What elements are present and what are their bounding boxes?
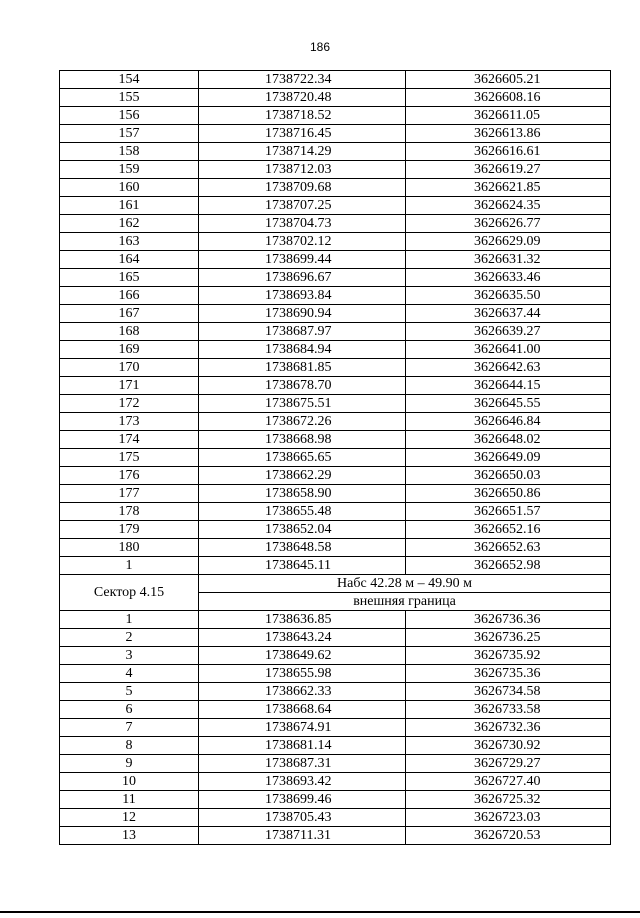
coord-y: 3626631.32 bbox=[406, 251, 611, 269]
coord-x: 1738655.98 bbox=[199, 665, 406, 683]
boundary-label: внешняя граница bbox=[199, 593, 611, 611]
point-number: 178 bbox=[60, 503, 199, 521]
point-number: 166 bbox=[60, 287, 199, 305]
point-number: 5 bbox=[60, 683, 199, 701]
sector-header bbox=[60, 575, 611, 611]
table-row bbox=[60, 701, 611, 719]
coord-x: 1738702.12 bbox=[199, 233, 406, 251]
point-number: 173 bbox=[60, 413, 199, 431]
coord-y: 3626727.40 bbox=[406, 773, 611, 791]
coord-x: 1738693.84 bbox=[199, 287, 406, 305]
height-range: Набс 42.28 м – 49.90 м bbox=[199, 575, 611, 593]
table-row bbox=[60, 305, 611, 323]
coord-x: 1738672.26 bbox=[199, 413, 406, 431]
point-number: 170 bbox=[60, 359, 199, 377]
coord-y: 3626648.02 bbox=[406, 431, 611, 449]
coord-x: 1738712.03 bbox=[199, 161, 406, 179]
point-number: 167 bbox=[60, 305, 199, 323]
point-number: 175 bbox=[60, 449, 199, 467]
coordinates-body-bottom bbox=[60, 611, 611, 845]
point-number: 169 bbox=[60, 341, 199, 359]
coord-y: 3626735.36 bbox=[406, 665, 611, 683]
coord-x: 1738681.85 bbox=[199, 359, 406, 377]
coord-x: 1738648.58 bbox=[199, 539, 406, 557]
coord-x: 1738645.11 bbox=[199, 557, 406, 575]
coord-x: 1738693.42 bbox=[199, 773, 406, 791]
coord-y: 3626645.55 bbox=[406, 395, 611, 413]
table-row bbox=[60, 413, 611, 431]
coord-x: 1738643.24 bbox=[199, 629, 406, 647]
point-number: 2 bbox=[60, 629, 199, 647]
coord-y: 3626650.03 bbox=[406, 467, 611, 485]
point-number: 160 bbox=[60, 179, 199, 197]
coord-y: 3626720.53 bbox=[406, 827, 611, 845]
point-number: 168 bbox=[60, 323, 199, 341]
point-number: 177 bbox=[60, 485, 199, 503]
table-row bbox=[60, 539, 611, 557]
coordinates-body-top bbox=[60, 71, 611, 575]
coord-x: 1738707.25 bbox=[199, 197, 406, 215]
coord-y: 3626735.92 bbox=[406, 647, 611, 665]
coord-y: 3626729.27 bbox=[406, 755, 611, 773]
table-row bbox=[60, 197, 611, 215]
table-row bbox=[60, 611, 611, 629]
coord-x: 1738652.04 bbox=[199, 521, 406, 539]
coord-x: 1738704.73 bbox=[199, 215, 406, 233]
coord-y: 3626736.25 bbox=[406, 629, 611, 647]
point-number: 171 bbox=[60, 377, 199, 395]
point-number: 172 bbox=[60, 395, 199, 413]
table-row bbox=[60, 791, 611, 809]
point-number: 156 bbox=[60, 107, 199, 125]
point-number: 163 bbox=[60, 233, 199, 251]
table-row bbox=[60, 359, 611, 377]
coord-y: 3626644.15 bbox=[406, 377, 611, 395]
table-row bbox=[60, 269, 611, 287]
point-number: 4 bbox=[60, 665, 199, 683]
coord-x: 1738668.98 bbox=[199, 431, 406, 449]
coord-x: 1738709.68 bbox=[199, 179, 406, 197]
coord-y: 3626633.46 bbox=[406, 269, 611, 287]
table-row bbox=[60, 557, 611, 575]
point-number: 162 bbox=[60, 215, 199, 233]
coord-y: 3626611.05 bbox=[406, 107, 611, 125]
coord-y: 3626621.85 bbox=[406, 179, 611, 197]
table-row bbox=[60, 395, 611, 413]
coord-x: 1738696.67 bbox=[199, 269, 406, 287]
coord-y: 3626629.09 bbox=[406, 233, 611, 251]
table-row bbox=[60, 485, 611, 503]
coord-x: 1738684.94 bbox=[199, 341, 406, 359]
table-row bbox=[60, 629, 611, 647]
table-row bbox=[60, 89, 611, 107]
coord-y: 3626651.57 bbox=[406, 503, 611, 521]
coord-x: 1738720.48 bbox=[199, 89, 406, 107]
table-row bbox=[60, 215, 611, 233]
coord-x: 1738690.94 bbox=[199, 305, 406, 323]
coord-y: 3626649.09 bbox=[406, 449, 611, 467]
point-number: 165 bbox=[60, 269, 199, 287]
point-number: 8 bbox=[60, 737, 199, 755]
coord-x: 1738722.34 bbox=[199, 71, 406, 89]
table-row bbox=[60, 251, 611, 269]
coord-y: 3626635.50 bbox=[406, 287, 611, 305]
point-number: 12 bbox=[60, 809, 199, 827]
point-number: 157 bbox=[60, 125, 199, 143]
coord-x: 1738662.29 bbox=[199, 467, 406, 485]
coord-y: 3626652.98 bbox=[406, 557, 611, 575]
coord-y: 3626639.27 bbox=[406, 323, 611, 341]
point-number: 176 bbox=[60, 467, 199, 485]
point-number: 1 bbox=[60, 611, 199, 629]
point-number: 159 bbox=[60, 161, 199, 179]
coord-x: 1738668.64 bbox=[199, 701, 406, 719]
table-row bbox=[60, 233, 611, 251]
point-number: 7 bbox=[60, 719, 199, 737]
coord-x: 1738687.31 bbox=[199, 755, 406, 773]
coord-y: 3626626.77 bbox=[406, 215, 611, 233]
table-row bbox=[60, 773, 611, 791]
coord-x: 1738662.33 bbox=[199, 683, 406, 701]
coord-y: 3626730.92 bbox=[406, 737, 611, 755]
point-number: 1 bbox=[60, 557, 199, 575]
point-number: 161 bbox=[60, 197, 199, 215]
table-row bbox=[60, 719, 611, 737]
page-number: 186 bbox=[309, 40, 331, 54]
coord-y: 3626608.16 bbox=[406, 89, 611, 107]
coord-y: 3626613.86 bbox=[406, 125, 611, 143]
coord-x: 1738681.14 bbox=[199, 737, 406, 755]
table-row bbox=[60, 683, 611, 701]
coord-x: 1738699.44 bbox=[199, 251, 406, 269]
coord-x: 1738674.91 bbox=[199, 719, 406, 737]
table-row bbox=[60, 161, 611, 179]
table-row bbox=[60, 665, 611, 683]
table-row bbox=[60, 341, 611, 359]
point-number: 180 bbox=[60, 539, 199, 557]
table-row bbox=[60, 521, 611, 539]
coord-y: 3626723.03 bbox=[406, 809, 611, 827]
coord-x: 1738718.52 bbox=[199, 107, 406, 125]
table-row bbox=[60, 467, 611, 485]
sector-header-row bbox=[60, 575, 611, 593]
table-row bbox=[60, 647, 611, 665]
table-row bbox=[60, 71, 611, 89]
coord-x: 1738687.97 bbox=[199, 323, 406, 341]
sector-label: Сектор 4.15 bbox=[60, 575, 199, 611]
coord-y: 3626605.21 bbox=[406, 71, 611, 89]
point-number: 179 bbox=[60, 521, 199, 539]
coord-x: 1738665.65 bbox=[199, 449, 406, 467]
point-number: 154 bbox=[60, 71, 199, 89]
point-number: 158 bbox=[60, 143, 199, 161]
coord-x: 1738649.62 bbox=[199, 647, 406, 665]
coord-y: 3626733.58 bbox=[406, 701, 611, 719]
point-number: 11 bbox=[60, 791, 199, 809]
table-row bbox=[60, 287, 611, 305]
point-number: 155 bbox=[60, 89, 199, 107]
coord-y: 3626652.63 bbox=[406, 539, 611, 557]
coord-x: 1738714.29 bbox=[199, 143, 406, 161]
point-number: 10 bbox=[60, 773, 199, 791]
coord-x: 1738711.31 bbox=[199, 827, 406, 845]
coord-y: 3626646.84 bbox=[406, 413, 611, 431]
coordinates-table bbox=[59, 70, 611, 845]
point-number: 164 bbox=[60, 251, 199, 269]
coord-y: 3626642.63 bbox=[406, 359, 611, 377]
table-row bbox=[60, 143, 611, 161]
table-row bbox=[60, 809, 611, 827]
coord-x: 1738705.43 bbox=[199, 809, 406, 827]
coord-x: 1738675.51 bbox=[199, 395, 406, 413]
table-row bbox=[60, 737, 611, 755]
table-row bbox=[60, 755, 611, 773]
coord-y: 3626736.36 bbox=[406, 611, 611, 629]
coord-y: 3626734.58 bbox=[406, 683, 611, 701]
coord-x: 1738655.48 bbox=[199, 503, 406, 521]
coord-y: 3626616.61 bbox=[406, 143, 611, 161]
table-row bbox=[60, 125, 611, 143]
coord-y: 3626732.36 bbox=[406, 719, 611, 737]
coord-x: 1738678.70 bbox=[199, 377, 406, 395]
table-row bbox=[60, 503, 611, 521]
table-row bbox=[60, 449, 611, 467]
coord-y: 3626637.44 bbox=[406, 305, 611, 323]
coord-y: 3626652.16 bbox=[406, 521, 611, 539]
coord-x: 1738636.85 bbox=[199, 611, 406, 629]
table-row bbox=[60, 377, 611, 395]
table-row bbox=[60, 179, 611, 197]
table-row bbox=[60, 323, 611, 341]
coord-y: 3626624.35 bbox=[406, 197, 611, 215]
coord-x: 1738658.90 bbox=[199, 485, 406, 503]
coord-y: 3626641.00 bbox=[406, 341, 611, 359]
table-row bbox=[60, 827, 611, 845]
page-bottom-rule bbox=[0, 911, 640, 913]
point-number: 13 bbox=[60, 827, 199, 845]
point-number: 6 bbox=[60, 701, 199, 719]
table-row bbox=[60, 107, 611, 125]
coord-y: 3626725.32 bbox=[406, 791, 611, 809]
coord-x: 1738716.45 bbox=[199, 125, 406, 143]
table-row bbox=[60, 431, 611, 449]
coord-y: 3626650.86 bbox=[406, 485, 611, 503]
point-number: 3 bbox=[60, 647, 199, 665]
coord-y: 3626619.27 bbox=[406, 161, 611, 179]
coord-x: 1738699.46 bbox=[199, 791, 406, 809]
point-number: 9 bbox=[60, 755, 199, 773]
point-number: 174 bbox=[60, 431, 199, 449]
